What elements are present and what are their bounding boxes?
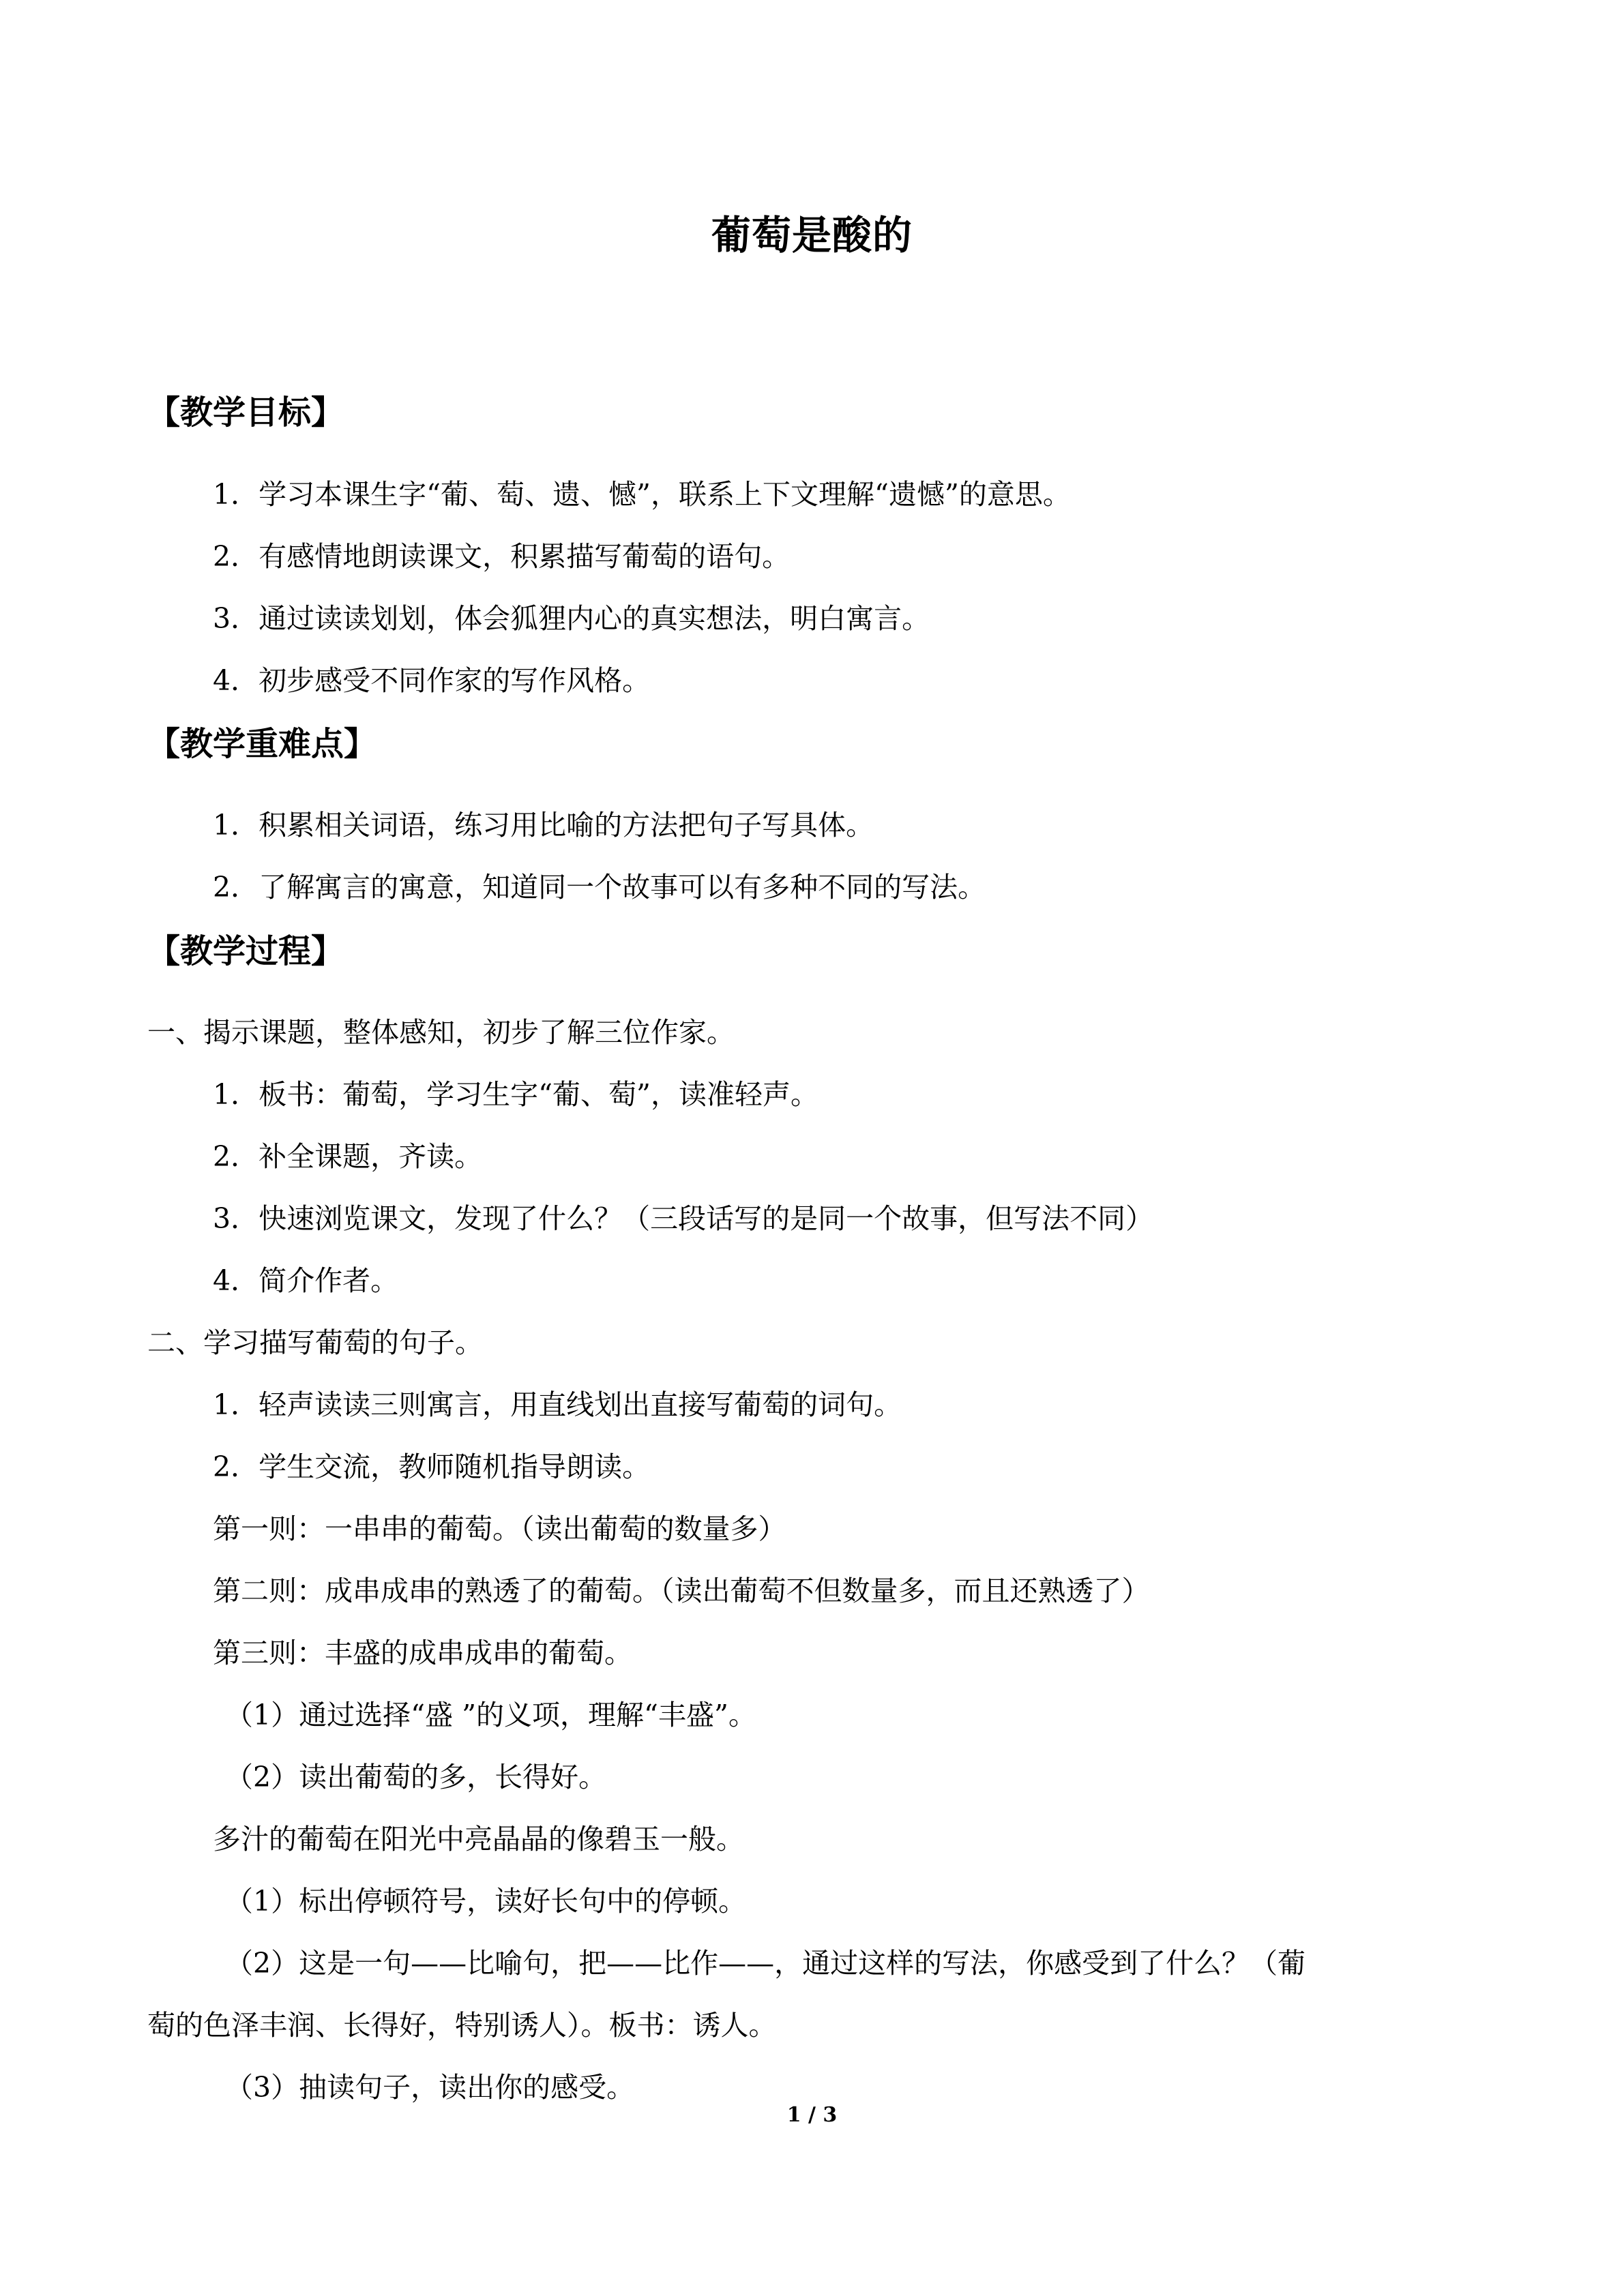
process-line: 2．补全课题，齐读。 (213, 1140, 483, 1173)
process-line: （1）通过选择“盛 ”的义项，理解“丰盛”。 (225, 1699, 756, 1731)
goal-item-1: 1．学习本课生字“葡、萄、遗、憾”，联系上下文理解“遗憾”的意思。 (213, 478, 1071, 511)
process-line: 1．轻声读读三则寓言，用直线划出直接写葡萄的词句。 (213, 1388, 902, 1421)
process-line: 萄的色泽丰润、长得好，特别诱人）。板书：诱人。 (147, 2009, 777, 2042)
process-line: 第二则：成串成串的熟透了的葡萄。（读出葡萄不但数量多，而且还熟透了） (213, 1575, 1150, 1607)
section-heading-process: 【教学过程】 (147, 932, 344, 970)
process-line: 1．板书：葡萄，学习生字“葡、萄”，读准轻声。 (213, 1078, 819, 1111)
process-line: 一、揭示课题，整体感知，初步了解三位作家。 (147, 1016, 735, 1049)
goal-item-2: 2．有感情地朗读课文，积累描写葡萄的语句。 (213, 540, 791, 573)
section-heading-keypoints: 【教学重难点】 (147, 725, 377, 763)
page-title: 葡萄是酸的 (711, 212, 913, 258)
process-line: （3）抽读句子，读出你的感受。 (225, 2071, 635, 2104)
goal-item-3: 3．通过读读划划，体会狐狸内心的真实想法，明白寓言。 (213, 602, 930, 635)
process-line: 二、学习描写葡萄的句子。 (147, 1326, 483, 1359)
process-line: 第三则：丰盛的成串成串的葡萄。 (213, 1637, 632, 1669)
page-number: 1 / 3 (786, 2103, 838, 2127)
process-line: 第一则：一串串的葡萄。（读出葡萄的数量多） (213, 1512, 786, 1545)
process-line: 4．简介作者。 (213, 1264, 399, 1297)
process-line: 2．学生交流，教师随机指导朗读。 (213, 1450, 651, 1483)
keypoint-item-2: 2．了解寓言的寓意，知道同一个故事可以有多种不同的写法。 (213, 871, 986, 904)
process-line: （2）这是一句——比喻句，把——比作——，通过这样的写法，你感受到了什么？（葡 (225, 1947, 1306, 1980)
process-line: 3．快速浏览课文，发现了什么？（三段话写的是同一个故事，但写法不同） (213, 1202, 1154, 1235)
goal-item-4: 4．初步感受不同作家的写作风格。 (213, 664, 651, 697)
process-line: （1）标出停顿符号，读好长句中的停顿。 (225, 1885, 747, 1918)
section-heading-goals: 【教学目标】 (147, 393, 344, 432)
process-line: 多汁的葡萄在阳光中亮晶晶的像碧玉一般。 (213, 1823, 744, 1855)
process-line: （2）读出葡萄的多，长得好。 (225, 1761, 607, 1793)
keypoint-item-1: 1．积累相关词语，练习用比喻的方法把句子写具体。 (213, 809, 874, 841)
